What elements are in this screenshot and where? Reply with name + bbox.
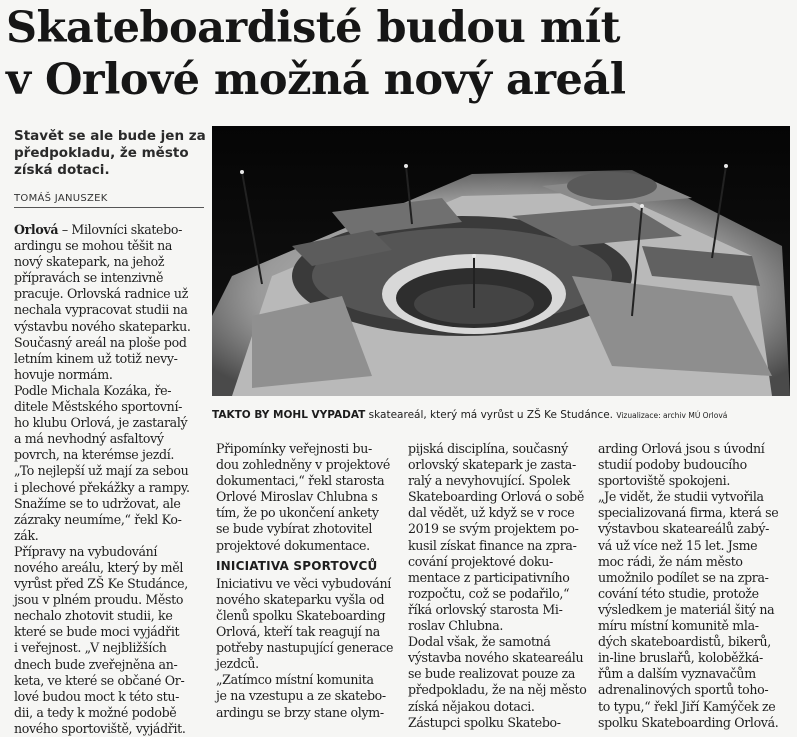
article-column-4 <box>598 441 790 731</box>
text-line: umožnilo podílet se na zpra- <box>598 569 769 585</box>
text-line: Snažíme se to udržovat, ale <box>14 495 181 511</box>
text-line: to typu,“ řekl Jiří Kamýček ze <box>598 698 776 714</box>
text-line: Skateboarding Orlová o sobě <box>408 489 584 505</box>
text-line: je na vzestupu a ze skatebo- <box>216 688 386 704</box>
text-line: Dodal však, že samotná <box>408 634 551 650</box>
text-line: dnech bude zveřejněna an- <box>14 656 178 672</box>
text-line: Současný areál na ploše pod <box>14 334 187 350</box>
text-fragment: – Milovníci skatebo- <box>58 222 183 237</box>
lead-line-1: Stavět se ale bude jen za <box>14 128 206 144</box>
text-line: pracuje. Orlovská radnice už <box>14 286 188 302</box>
skatepark-visualization-image <box>212 126 790 396</box>
text-line: Orlové Miroslav Chlubna s <box>216 489 378 505</box>
article-column-1 <box>14 222 206 737</box>
text-line: nechala vypracovat studii na <box>14 302 188 318</box>
text-line: vyrůst před ZŠ Ke Studánce, <box>14 576 188 592</box>
text-line: přípravách se intenzivně <box>14 270 164 286</box>
text-line: se bude vybírat zhotovitel <box>216 521 373 537</box>
article-column-2 <box>216 441 402 721</box>
text-line: jezdců. <box>216 656 259 672</box>
text-line: členů spolku Skateboarding <box>216 607 386 623</box>
article-lead <box>14 128 204 179</box>
text-line: zázraky neumíme,“ řekl Ko- <box>14 511 182 527</box>
author-byline: TOMÁŠ JANUSZEK <box>14 193 204 208</box>
text-line: získá nějakou dotaci. <box>408 698 535 714</box>
text-line: studií podoby budoucího <box>598 457 747 473</box>
headline-line-2: v Orlové možná nový areál <box>6 55 626 105</box>
text-line: cování projektové doku- <box>408 553 553 569</box>
text-line: a má nevhodný asfaltový <box>14 431 164 447</box>
text-line: nechalo zhotovit studii, ke <box>14 608 173 624</box>
text-line: dokumentaci,“ řekl starosta <box>216 473 385 489</box>
text-line: moc rádi, že nám město <box>598 553 743 569</box>
text-line: dou zohledněny v projektové <box>216 457 390 473</box>
text-line: řům a dalším vyznavačům <box>598 666 756 682</box>
text-line: výstavbu nového skateparku. <box>14 318 191 334</box>
text-line: pijská disciplína, současný <box>408 441 568 456</box>
text-line: se bude realizovat pouze za <box>408 666 576 682</box>
text-line: roslav Chlubna. <box>408 618 504 634</box>
text-line: nového areálu, který by měl <box>14 559 184 575</box>
section-subheading: INICIATIVA SPORTOVCŮ <box>216 558 378 573</box>
text-line: povrch, na kterémse jezdí. <box>14 447 175 463</box>
text-line: Přípravy na vybudování <box>14 543 158 559</box>
text-line: výstavba nového skateareálu <box>408 650 584 666</box>
text-line: hovuje normám. <box>14 366 113 382</box>
text-line: „Zatímco místní komunita <box>216 672 374 688</box>
text-line: specializovaná firma, která se <box>598 505 779 521</box>
text-line: arding Orlová jsou s úvodní <box>598 441 765 456</box>
caption-bold-label: TAKTO BY MOHL VYPADAT <box>212 409 366 421</box>
text-line: dal vědět, už když se v roce <box>408 505 575 521</box>
text-line: letním kinem už totiž nevy- <box>14 350 178 366</box>
text-line: spolku Skateboarding Orlová. <box>598 714 779 730</box>
skatepark-render-graphic <box>212 126 790 396</box>
text-line: míru místní komunitě mla- <box>598 618 759 634</box>
text-line: in-line bruslařů, koloběžká- <box>598 650 763 666</box>
lead-line-3: získá dotaci. <box>14 162 110 178</box>
text-line: nového sportoviště, vyjádřit. <box>14 720 186 736</box>
text-line: lové budou moct k této stu- <box>14 688 179 704</box>
text-line: Podle Michala Kozáka, ře- <box>14 382 172 398</box>
text-line: výstavbou skateareálů zabý- <box>598 521 770 537</box>
text-line: potřeby nastupující generace <box>216 640 394 656</box>
text-line: 2019 se svým projektem po- <box>408 521 579 537</box>
text-line: Připomínky veřejnosti bu- <box>216 441 372 456</box>
text-line: zák. <box>14 527 39 543</box>
text-line: jsou v plném proudu. Město <box>14 592 184 608</box>
text-line: Iniciativu ve věci vybudování <box>216 575 391 591</box>
text-line: kusil získat finance na zpra- <box>408 537 577 553</box>
text-line: nového skateparku vyšla od <box>216 591 385 607</box>
text-line: i veřejnost. „V nejbližších <box>14 640 167 656</box>
text-line: dých skateboardistů, bikerů, <box>598 634 771 650</box>
text-line: které se bude moci vyjádřit <box>14 624 180 640</box>
text-line: keta, ve které se občané Or- <box>14 672 185 688</box>
text-line: „To nejlepší už mají za sebou <box>14 463 189 479</box>
text-line: ditele Městského sportovní- <box>14 399 183 415</box>
caption-text: skateareál, který má vyrůst u ZŠ Ke Studánce. <box>365 409 614 421</box>
text-line: říká orlovský starosta Mi- <box>408 601 563 617</box>
text-line: výsledkem je materiál šitý na <box>598 601 775 617</box>
text-line: i plechové překážky a rampy. <box>14 479 190 495</box>
text-line: Zástupci spolku Skatebo- <box>408 714 561 730</box>
dateline: Orlová <box>14 222 59 237</box>
text-line: ho klubu Orlová, je zastaralý <box>14 415 188 431</box>
article-column-3 <box>408 441 592 731</box>
photo-caption <box>212 409 792 421</box>
text-line: cování této studie, protože <box>598 585 759 601</box>
text-line: dii, a tedy k možné podobě <box>14 704 177 720</box>
article-headline <box>6 2 791 106</box>
text-line: ralý a nevyhovující. Spolek <box>408 473 570 489</box>
text-line: sportoviště spokojeni. <box>598 473 731 489</box>
text-line: mentace z participativního <box>408 569 570 585</box>
text-line: vá už více než 15 let. Jsme <box>598 537 758 553</box>
text-line: adrenalinových sportů toho- <box>598 682 769 698</box>
text-line: „Je vidět, že studii vytvořila <box>598 489 764 505</box>
text-line: Orlová, kteří tak reagují na <box>216 624 380 640</box>
text-line: ardingu se brzy stane olym- <box>216 704 384 720</box>
headline-line-1: Skateboardisté budou mít <box>6 3 620 53</box>
text-line: rozpočtu, což se podařilo,“ <box>408 585 570 601</box>
caption-credit: Vizualizace: archiv MÚ Orlová <box>616 411 728 420</box>
text-line: nový skatepark, na jehož <box>14 254 165 270</box>
text-line: projektové dokumentace. <box>216 537 370 553</box>
text-line: ardingu se mohou těšit na <box>14 238 173 254</box>
text-line: tím, že po ukončení ankety <box>216 505 379 521</box>
lead-line-2: předpokladu, že město <box>14 145 189 161</box>
text-line: předpokladu, že na něj město <box>408 682 587 698</box>
text-line: orlovský skatepark je zasta- <box>408 457 576 473</box>
text-line <box>14 222 206 238</box>
